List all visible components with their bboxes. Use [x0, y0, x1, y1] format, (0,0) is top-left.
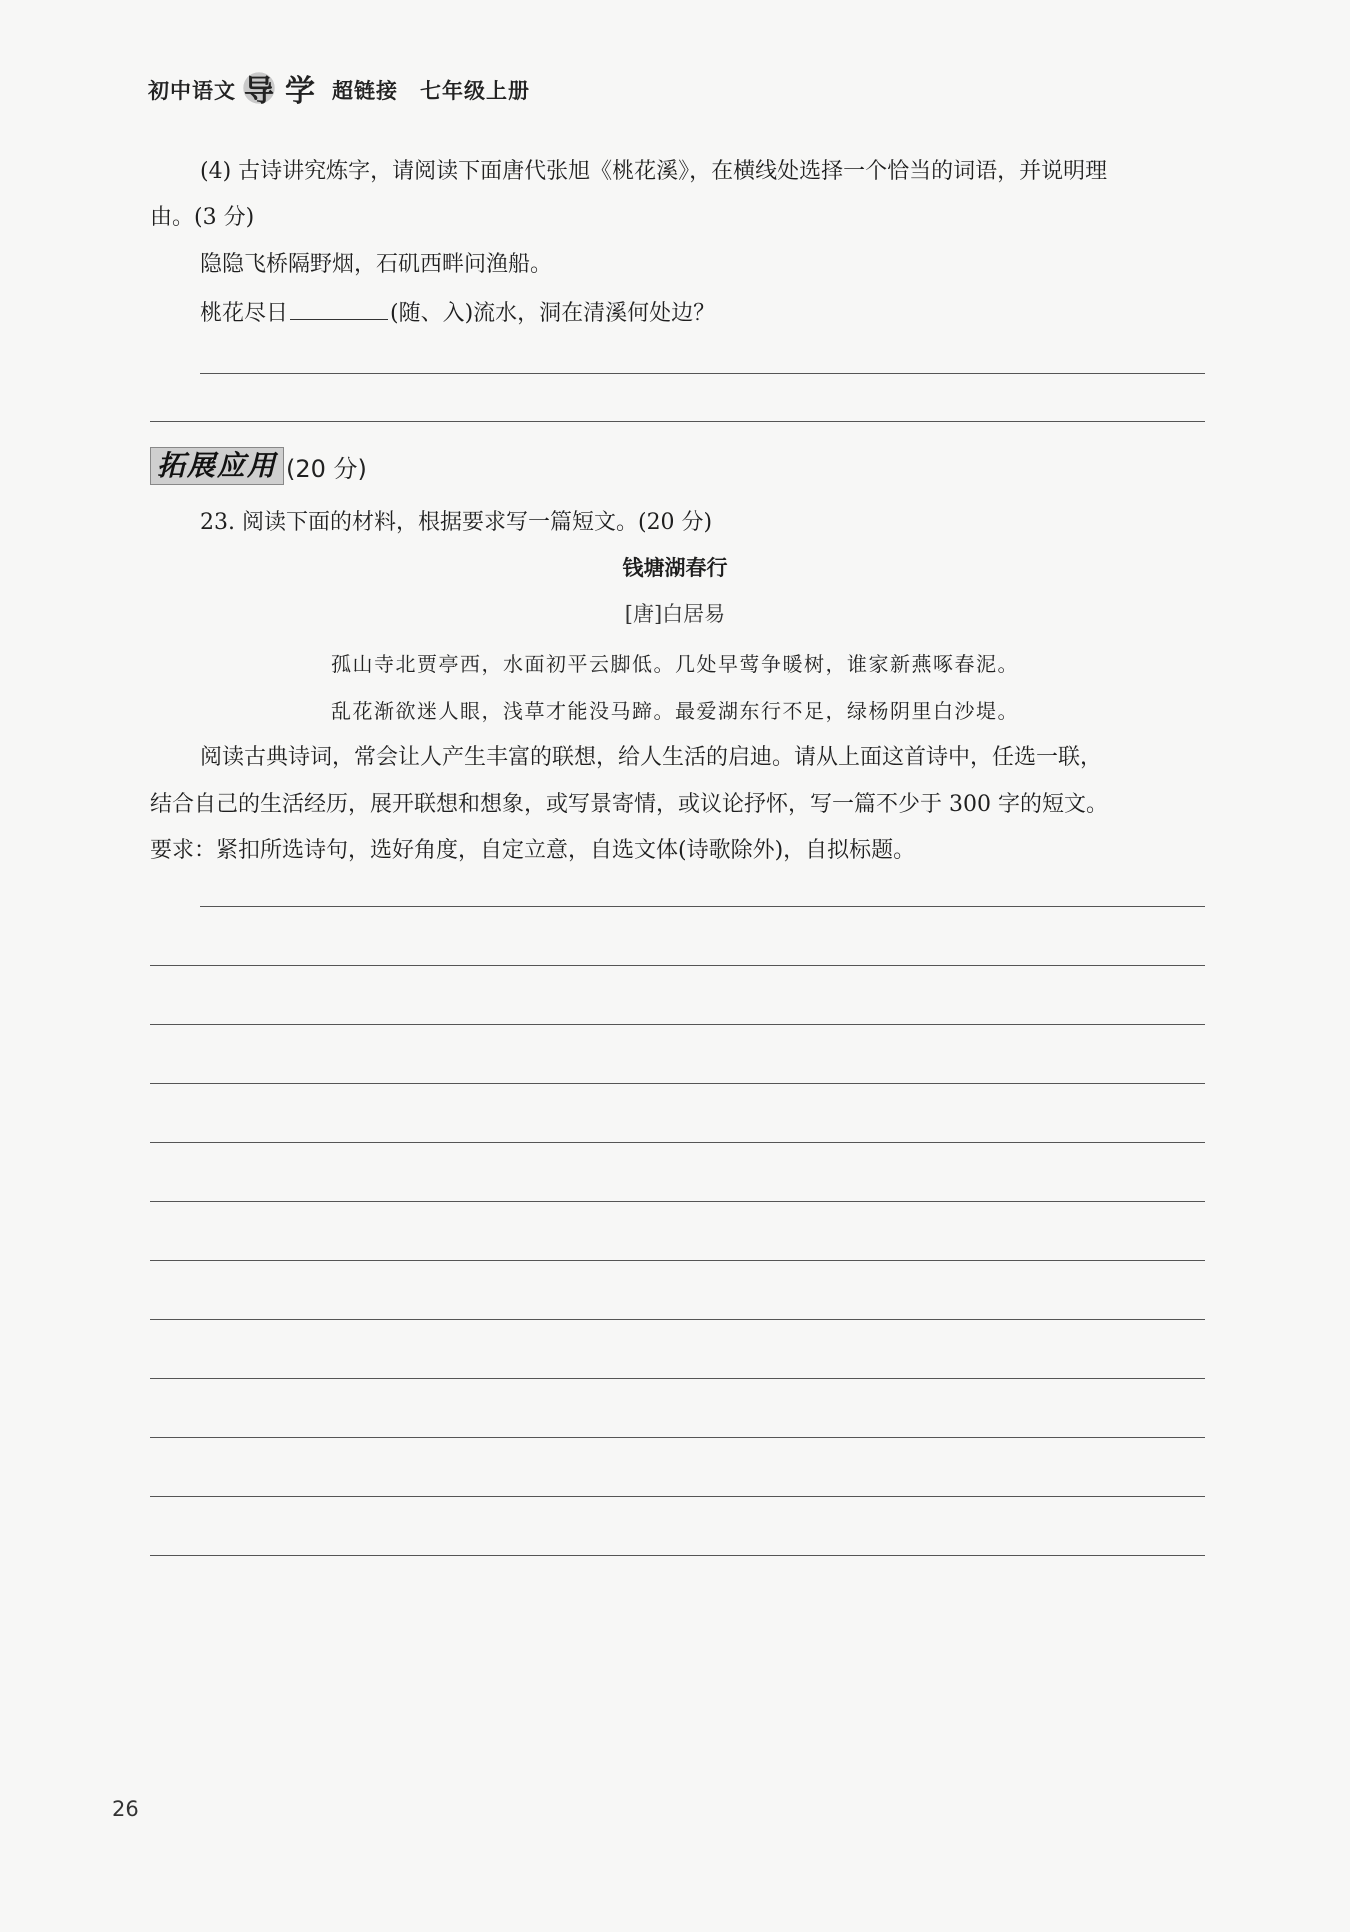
writing-line[interactable]	[150, 1378, 1205, 1379]
writing-line[interactable]	[150, 1083, 1205, 1084]
requirement-line: 要求：紧扣所选诗句，选好角度，自定立意，自选文体(诗歌除外)，自拟标题。	[150, 838, 916, 863]
poem-author: [唐]白居易	[624, 602, 726, 626]
verse2-after: (随、入)流水，洞在清溪何处边？	[390, 301, 716, 326]
answer-line[interactable]	[200, 373, 1205, 374]
writing-line[interactable]	[150, 1142, 1205, 1143]
header-subtitle: 超链接	[332, 79, 398, 103]
writing-line[interactable]	[200, 906, 1205, 907]
writing-line[interactable]	[150, 1555, 1205, 1556]
header-grade: 七年级上册	[420, 79, 530, 103]
requirement-line: 结合自己的生活经历，展开联想和想象，或写景寄情，或议论抒怀，写一篇不少于 300 字的短文。	[150, 792, 1108, 817]
writing-line[interactable]	[150, 1260, 1205, 1261]
section-score: (20 分)	[286, 454, 367, 483]
page-number: 26	[112, 1797, 139, 1821]
writing-line[interactable]	[150, 1024, 1205, 1025]
poem-title: 钱塘湖春行	[622, 556, 728, 580]
page-header	[148, 68, 530, 112]
header-char-dao: 导	[239, 68, 279, 108]
section-title: 拓展应用	[150, 447, 284, 485]
answer-line[interactable]	[150, 421, 1205, 422]
poem-line: 乱花渐欲迷人眼，浅草才能没马蹄。最爱湖东行不足，绿杨阴里白沙堤。	[331, 699, 1019, 723]
poem-line: 孤山寺北贾亭西，水面初平云脚低。几处早莺争暖树，谁家新燕啄春泥。	[331, 652, 1019, 676]
requirement-line: 阅读古典诗词，常会让人产生丰富的联想，给人生活的启迪。请从上面这首诗中，任选一联，	[200, 745, 1103, 770]
fill-blank[interactable]	[290, 297, 388, 320]
writing-line[interactable]	[150, 1496, 1205, 1497]
q4-line1: (4) 古诗讲究炼字，请阅读下面唐代张旭《桃花溪》，在横线处选择一个恰当的词语，并说明理	[200, 159, 1108, 184]
header-char-xue: 学	[285, 74, 315, 109]
writing-line[interactable]	[150, 965, 1205, 966]
q4-verse1: 隐隐飞桥隔野烟，石矶西畔问渔船。	[200, 252, 553, 277]
writing-line[interactable]	[150, 1201, 1205, 1202]
q23-prompt: 23. 阅读下面的材料，根据要求写一篇短文。(20 分)	[200, 510, 713, 535]
writing-line[interactable]	[150, 1319, 1205, 1320]
writing-line[interactable]	[150, 1437, 1205, 1438]
q4-line2: 由。(3 分)	[150, 205, 255, 230]
verse2-before: 桃花尽日	[200, 301, 289, 326]
section-header	[150, 447, 367, 485]
series-name: 初中语文	[148, 79, 236, 103]
q4-verse2	[200, 297, 715, 329]
